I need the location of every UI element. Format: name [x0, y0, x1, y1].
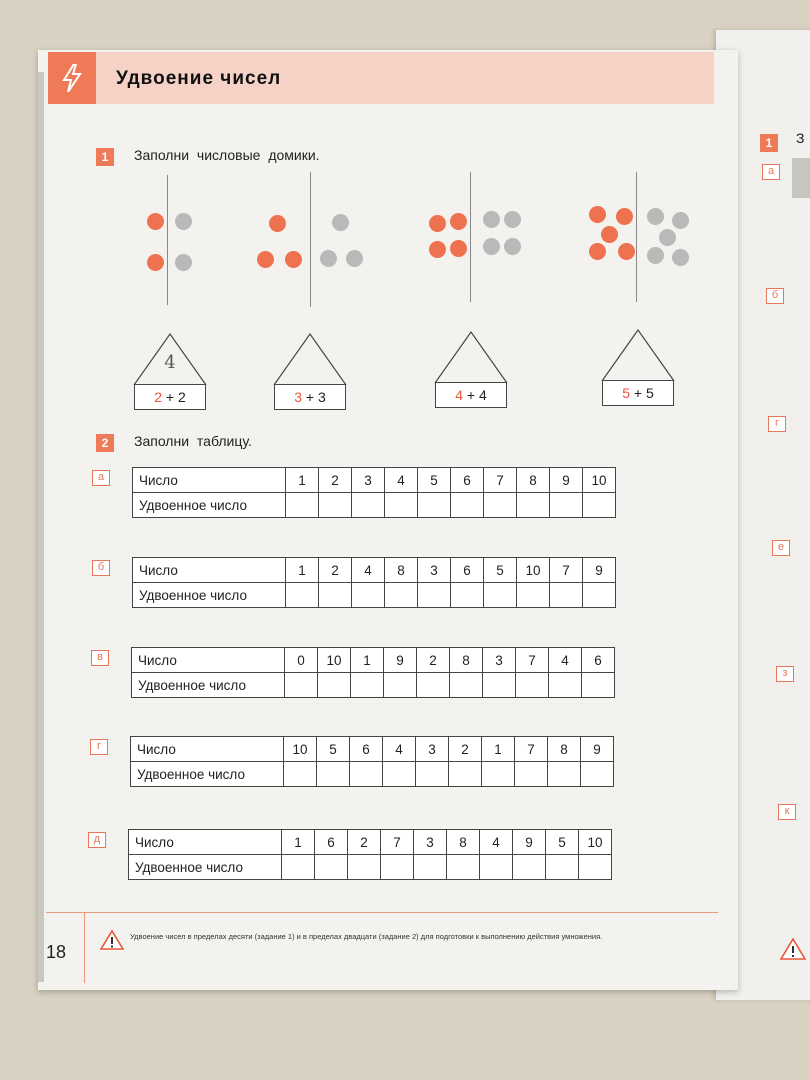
answer-cell[interactable]	[381, 855, 414, 880]
right-letter: а	[762, 164, 780, 180]
number-cell: 10	[284, 737, 317, 762]
number-cell: 9	[550, 468, 583, 493]
house-roof-value[interactable]: 4	[164, 352, 176, 373]
task-instruction: Заполни таблицу.	[134, 433, 252, 449]
orange-dot	[285, 251, 302, 268]
answer-cell[interactable]	[319, 493, 352, 518]
row-label: Число	[131, 737, 284, 762]
answer-cell[interactable]	[582, 673, 615, 698]
number-cell: 9	[384, 648, 417, 673]
divider-line	[470, 172, 471, 302]
orange-dot	[147, 213, 164, 230]
gray-dot	[672, 249, 689, 266]
gray-dot	[647, 208, 664, 225]
number-cell: 8	[447, 830, 480, 855]
answer-cell[interactable]	[416, 762, 449, 787]
orange-dot	[269, 215, 286, 232]
answer-cell[interactable]	[517, 493, 550, 518]
orange-dot	[147, 254, 164, 271]
row-label: Число	[129, 830, 282, 855]
gray-dot	[320, 250, 337, 267]
table-row-doubled	[132, 673, 615, 698]
row-label: Число	[133, 468, 286, 493]
number-cell: 8	[450, 648, 483, 673]
answer-cell[interactable]	[414, 855, 447, 880]
number-cell: 4	[383, 737, 416, 762]
orange-dot	[616, 208, 633, 225]
gray-dot	[332, 214, 349, 231]
table-row-number	[132, 648, 615, 673]
number-cell: 5	[418, 468, 451, 493]
answer-cell[interactable]	[482, 762, 515, 787]
subtask-letter: а	[92, 470, 110, 486]
answer-cell[interactable]	[546, 855, 579, 880]
subtask-letter: в	[91, 650, 109, 666]
number-cell: 1	[282, 830, 315, 855]
page-title: Удвоение чисел	[116, 68, 282, 89]
number-cell: 7	[516, 648, 549, 673]
right-letter: е	[772, 540, 790, 556]
subtask-letter: б	[92, 560, 110, 576]
footer-divider	[46, 912, 718, 913]
answer-cell[interactable]	[348, 855, 381, 880]
divider-line	[310, 172, 311, 307]
house-addend-a: 3	[294, 389, 303, 405]
doubling-table	[130, 736, 614, 787]
plus-sign: +	[466, 387, 476, 403]
right-letter: б	[766, 288, 784, 304]
answer-cell[interactable]	[549, 673, 582, 698]
answer-cell[interactable]	[483, 673, 516, 698]
row-label: Число	[132, 648, 285, 673]
answer-cell[interactable]	[548, 762, 581, 787]
answer-cell[interactable]	[550, 493, 583, 518]
answer-cell[interactable]	[517, 583, 550, 608]
number-cell: 8	[385, 558, 418, 583]
number-cell: 2	[449, 737, 482, 762]
answer-cell[interactable]	[449, 762, 482, 787]
row-label: Удвоенное число	[133, 583, 286, 608]
answer-cell[interactable]	[383, 762, 416, 787]
number-cell: 6	[451, 558, 484, 583]
answer-cell[interactable]	[550, 583, 583, 608]
row-label: Число	[133, 558, 286, 583]
orange-dot	[257, 251, 274, 268]
number-house	[433, 330, 509, 410]
gray-dot	[672, 212, 689, 229]
page-number: 18	[46, 942, 67, 962]
answer-cell[interactable]	[385, 493, 418, 518]
plus-sign: +	[305, 389, 315, 405]
doubling-table	[131, 647, 615, 698]
divider-line	[636, 172, 637, 302]
answer-cell[interactable]	[284, 762, 317, 787]
doubling-table	[132, 467, 616, 518]
answer-cell[interactable]	[350, 762, 383, 787]
number-cell: 2	[348, 830, 381, 855]
answer-cell[interactable]	[318, 673, 351, 698]
number-cell: 7	[515, 737, 548, 762]
task-number-badge: 2	[96, 434, 114, 452]
house-addend-a: 4	[455, 387, 464, 403]
number-cell: 4	[480, 830, 513, 855]
number-cell: 1	[482, 737, 515, 762]
gray-dot	[175, 213, 192, 230]
house-base	[274, 384, 346, 410]
subtask-letter: д	[88, 832, 106, 848]
number-cell: 1	[286, 468, 319, 493]
house-addend-b: 2	[177, 389, 186, 405]
table-row-number	[133, 558, 616, 583]
gray-dot	[483, 238, 500, 255]
answer-cell[interactable]	[451, 583, 484, 608]
page-edge	[38, 72, 44, 982]
answer-cell[interactable]	[352, 583, 385, 608]
number-cell: 4	[352, 558, 385, 583]
table-row-doubled	[129, 855, 612, 880]
answer-cell[interactable]	[515, 762, 548, 787]
table-row-doubled	[133, 493, 616, 518]
answer-cell[interactable]	[351, 673, 384, 698]
answer-cell[interactable]	[319, 583, 352, 608]
right-letter: з	[776, 666, 794, 682]
gray-dot	[175, 254, 192, 271]
answer-cell[interactable]	[451, 493, 484, 518]
answer-cell[interactable]	[417, 673, 450, 698]
plus-sign: +	[633, 385, 643, 401]
orange-dot	[589, 206, 606, 223]
orange-dot	[429, 215, 446, 232]
answer-cell[interactable]	[286, 583, 319, 608]
answer-cell[interactable]	[282, 855, 315, 880]
number-cell: 10	[579, 830, 612, 855]
number-cell: 2	[417, 648, 450, 673]
number-house	[600, 328, 676, 408]
number-house	[132, 332, 208, 412]
number-cell: 9	[513, 830, 546, 855]
orange-dot	[450, 240, 467, 257]
number-cell: 5	[317, 737, 350, 762]
number-cell: 1	[351, 648, 384, 673]
answer-cell[interactable]	[384, 673, 417, 698]
teacher-note: Удвоение чисел в пределах десяти (задание 1) и в пределах двадцати (задание 2) для подготовки к выполнению действия умножения.	[130, 932, 603, 941]
number-cell: 3	[352, 468, 385, 493]
subtask-letter: г	[90, 739, 108, 755]
house-addend-b: 5	[645, 385, 654, 401]
number-cell: 9	[583, 558, 616, 583]
house-base	[435, 382, 507, 408]
house-addend-a: 2	[154, 389, 163, 405]
number-cell: 6	[315, 830, 348, 855]
number-cell: 3	[418, 558, 451, 583]
table-row-number	[129, 830, 612, 855]
number-cell: 2	[319, 558, 352, 583]
answer-cell[interactable]	[484, 493, 517, 518]
house-base	[602, 380, 674, 406]
house-addend-b: 4	[478, 387, 487, 403]
orange-dot	[429, 241, 446, 258]
number-cell: 7	[381, 830, 414, 855]
doubling-table	[132, 557, 616, 608]
gray-dot	[659, 229, 676, 246]
number-cell: 7	[484, 468, 517, 493]
number-cell: 8	[517, 468, 550, 493]
number-cell: 7	[550, 558, 583, 583]
answer-cell[interactable]	[418, 493, 451, 518]
number-cell: 3	[416, 737, 449, 762]
row-label: Удвоенное число	[132, 673, 285, 698]
table-row-number	[131, 737, 614, 762]
number-cell: 5	[484, 558, 517, 583]
right-letter: г	[768, 416, 786, 432]
right-task-badge: 1	[760, 134, 778, 152]
orange-dot	[450, 213, 467, 230]
house-base	[134, 384, 206, 410]
warning-icon	[100, 930, 124, 955]
number-cell: 5	[546, 830, 579, 855]
answer-cell[interactable]	[385, 583, 418, 608]
number-cell: 10	[318, 648, 351, 673]
gray-dot	[346, 250, 363, 267]
answer-cell[interactable]	[516, 673, 549, 698]
answer-cell[interactable]	[315, 855, 348, 880]
gray-dot	[647, 247, 664, 264]
number-cell: 10	[517, 558, 550, 583]
number-cell: 3	[414, 830, 447, 855]
right-task-text: З	[796, 130, 805, 146]
task-number-badge: 1	[96, 148, 114, 166]
table-row-doubled	[133, 583, 616, 608]
answer-cell[interactable]	[285, 673, 318, 698]
task-instruction: Заполни числовые домики.	[134, 147, 320, 163]
answer-cell[interactable]	[579, 855, 612, 880]
gray-dot	[483, 211, 500, 228]
warning-icon	[780, 938, 806, 965]
row-label: Удвоенное число	[133, 493, 286, 518]
divider-line	[167, 175, 168, 305]
lightning-icon	[48, 52, 96, 104]
answer-cell[interactable]	[484, 583, 517, 608]
number-cell: 6	[582, 648, 615, 673]
number-cell: 1	[286, 558, 319, 583]
answer-cell[interactable]	[581, 762, 614, 787]
gray-dot	[504, 238, 521, 255]
right-gray-block	[792, 158, 810, 198]
orange-dot	[589, 243, 606, 260]
number-cell: 4	[385, 468, 418, 493]
answer-cell[interactable]	[317, 762, 350, 787]
number-cell: 9	[581, 737, 614, 762]
answer-cell[interactable]	[418, 583, 451, 608]
table-row-doubled	[131, 762, 614, 787]
gray-dot	[504, 211, 521, 228]
answer-cell[interactable]	[480, 855, 513, 880]
right-letter: к	[778, 804, 796, 820]
number-cell: 8	[548, 737, 581, 762]
number-cell: 6	[350, 737, 383, 762]
house-addend-b: 3	[317, 389, 326, 405]
answer-cell[interactable]	[352, 493, 385, 518]
table-row-number	[133, 468, 616, 493]
house-addend-a: 5	[622, 385, 631, 401]
number-cell: 0	[285, 648, 318, 673]
answer-cell[interactable]	[583, 493, 616, 518]
orange-dot	[601, 226, 618, 243]
answer-cell[interactable]	[286, 493, 319, 518]
answer-cell[interactable]	[450, 673, 483, 698]
number-cell: 4	[549, 648, 582, 673]
number-cell: 3	[483, 648, 516, 673]
orange-dot	[618, 243, 635, 260]
number-cell: 10	[583, 468, 616, 493]
number-cell: 2	[319, 468, 352, 493]
plus-sign: +	[165, 389, 175, 405]
answer-cell[interactable]	[513, 855, 546, 880]
answer-cell[interactable]	[583, 583, 616, 608]
doubling-table	[128, 829, 612, 880]
answer-cell[interactable]	[447, 855, 480, 880]
row-label: Удвоенное число	[129, 855, 282, 880]
footer-separator	[84, 913, 85, 983]
number-cell: 6	[451, 468, 484, 493]
number-house	[272, 332, 348, 412]
row-label: Удвоенное число	[131, 762, 284, 787]
